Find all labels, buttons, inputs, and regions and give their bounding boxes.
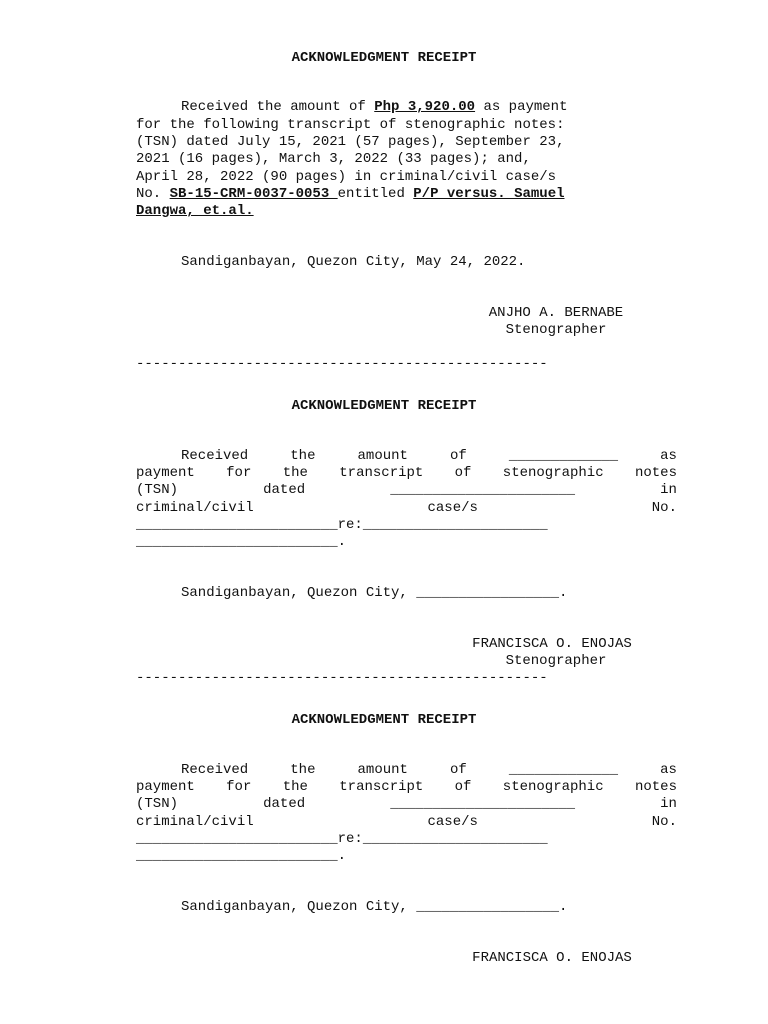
word: the: [290, 448, 316, 464]
receipt-1-position: Stenographer: [505, 322, 607, 338]
receipt-1-case-number: SB-15-CRM-0037-0053: [169, 186, 338, 202]
word: for: [226, 779, 252, 795]
receipt-2-title: ACKNOWLEDGMENT RECEIPT: [291, 398, 477, 414]
receipt-1-case-title-2: Dangwa, et.al.: [136, 203, 254, 219]
word: amount: [357, 762, 408, 778]
date-blank: ______________________: [390, 482, 576, 498]
word: Received: [181, 762, 249, 778]
word: No.: [651, 814, 677, 830]
receipt-1-line-6: [136, 186, 565, 203]
word: notes: [634, 465, 677, 481]
word: for: [226, 465, 252, 481]
receipt-1-entitled-label: entitled: [337, 186, 414, 202]
receipt-3-signatory: FRANCISCA O. ENOJAS: [472, 950, 632, 966]
amount-blank: _____________: [508, 448, 619, 464]
word: of: [450, 762, 467, 778]
word: Received: [181, 448, 249, 464]
receipt-3-place-date: Sandiganbayan, Quezon City, _________________.: [181, 899, 568, 915]
receipt-1-line-1-text: Received the amount of: [181, 99, 375, 115]
word: notes: [634, 779, 677, 795]
receipt-2-line-4: [136, 500, 677, 517]
receipt-2-line-3: [136, 482, 677, 499]
date-blank: ______________________: [390, 796, 576, 812]
word: transcript: [339, 465, 424, 481]
word: in: [660, 482, 677, 498]
receipt-1-amount: Php 3,920.00: [374, 99, 476, 115]
word: of: [454, 465, 472, 481]
receipt-3-title: ACKNOWLEDGMENT RECEIPT: [291, 712, 477, 728]
receipt-1-line-1-end: as payment: [475, 99, 568, 115]
word: stenographic: [502, 779, 604, 795]
receipt-2-line-5: ________________________re:______________________: [136, 517, 548, 533]
word: transcript: [339, 779, 424, 795]
receipt-2-line-1: [181, 448, 677, 465]
word: (TSN): [136, 796, 179, 812]
word: the: [282, 779, 308, 795]
receipt-1-place-date: Sandiganbayan, Quezon City, May 24, 2022.: [181, 254, 526, 270]
receipt-2-line-2: [136, 465, 677, 482]
receipt-1-line-4: [136, 151, 677, 168]
amount-blank: _____________: [508, 762, 619, 778]
word: as: [660, 762, 677, 778]
receipt-3-line-4: [136, 814, 677, 831]
word: dated: [263, 796, 306, 812]
receipt-1-case-title-1: P/P versus. Samuel: [413, 186, 565, 202]
word: (TSN): [136, 482, 179, 498]
receipt-3-line-5: ________________________re:______________________: [136, 831, 548, 847]
word: payment: [136, 465, 195, 481]
word: payment: [136, 779, 195, 795]
word: the: [282, 465, 308, 481]
receipt-2-position: Stenographer: [505, 653, 607, 669]
word: the: [290, 762, 316, 778]
divider-2: -------------------------------------------------: [136, 670, 548, 686]
receipt-1-signatory: ANJHO A. BERNABE: [488, 305, 624, 321]
word: in: [660, 796, 677, 812]
receipt-3-line-6: ________________________.: [136, 848, 347, 864]
receipt-2-line-6: ________________________.: [136, 534, 347, 550]
word: as: [660, 448, 677, 464]
receipt-1-line-2: for the following transcript of stenographic notes:: [136, 117, 565, 133]
word: dated: [263, 482, 306, 498]
receipt-1-line-3: (TSN) dated July 15, 2021 (57 pages), September 23,: [136, 134, 565, 150]
receipt-2-place-date: Sandiganbayan, Quezon City, _________________.: [181, 585, 568, 601]
word: of: [454, 779, 472, 795]
word: stenographic: [502, 465, 604, 481]
word: case/s: [427, 814, 478, 830]
word: amount: [357, 448, 408, 464]
receipt-1-line-5: April 28, 2022 (90 pages) in criminal/civil case/s: [136, 169, 557, 185]
word: of: [450, 448, 467, 464]
divider-1: -------------------------------------------------: [136, 356, 548, 372]
receipt-1-title: ACKNOWLEDGMENT RECEIPT: [291, 50, 477, 66]
receipt-1-line-1: [181, 99, 677, 116]
word: case/s: [427, 500, 478, 516]
word: No.: [651, 500, 677, 516]
receipt-3-line-3: [136, 796, 677, 813]
receipt-2-signatory: FRANCISCA O. ENOJAS: [472, 636, 632, 652]
receipt-3-line-1: [181, 762, 677, 779]
word: criminal/civil: [136, 814, 254, 830]
receipt-1-line-4-text: 2021 (16 pages), March 3, 2022 (33 pages); and,: [136, 151, 531, 167]
receipt-1-no-label: No.: [136, 186, 170, 202]
word: criminal/civil: [136, 500, 254, 516]
receipt-3-line-2: [136, 779, 677, 796]
